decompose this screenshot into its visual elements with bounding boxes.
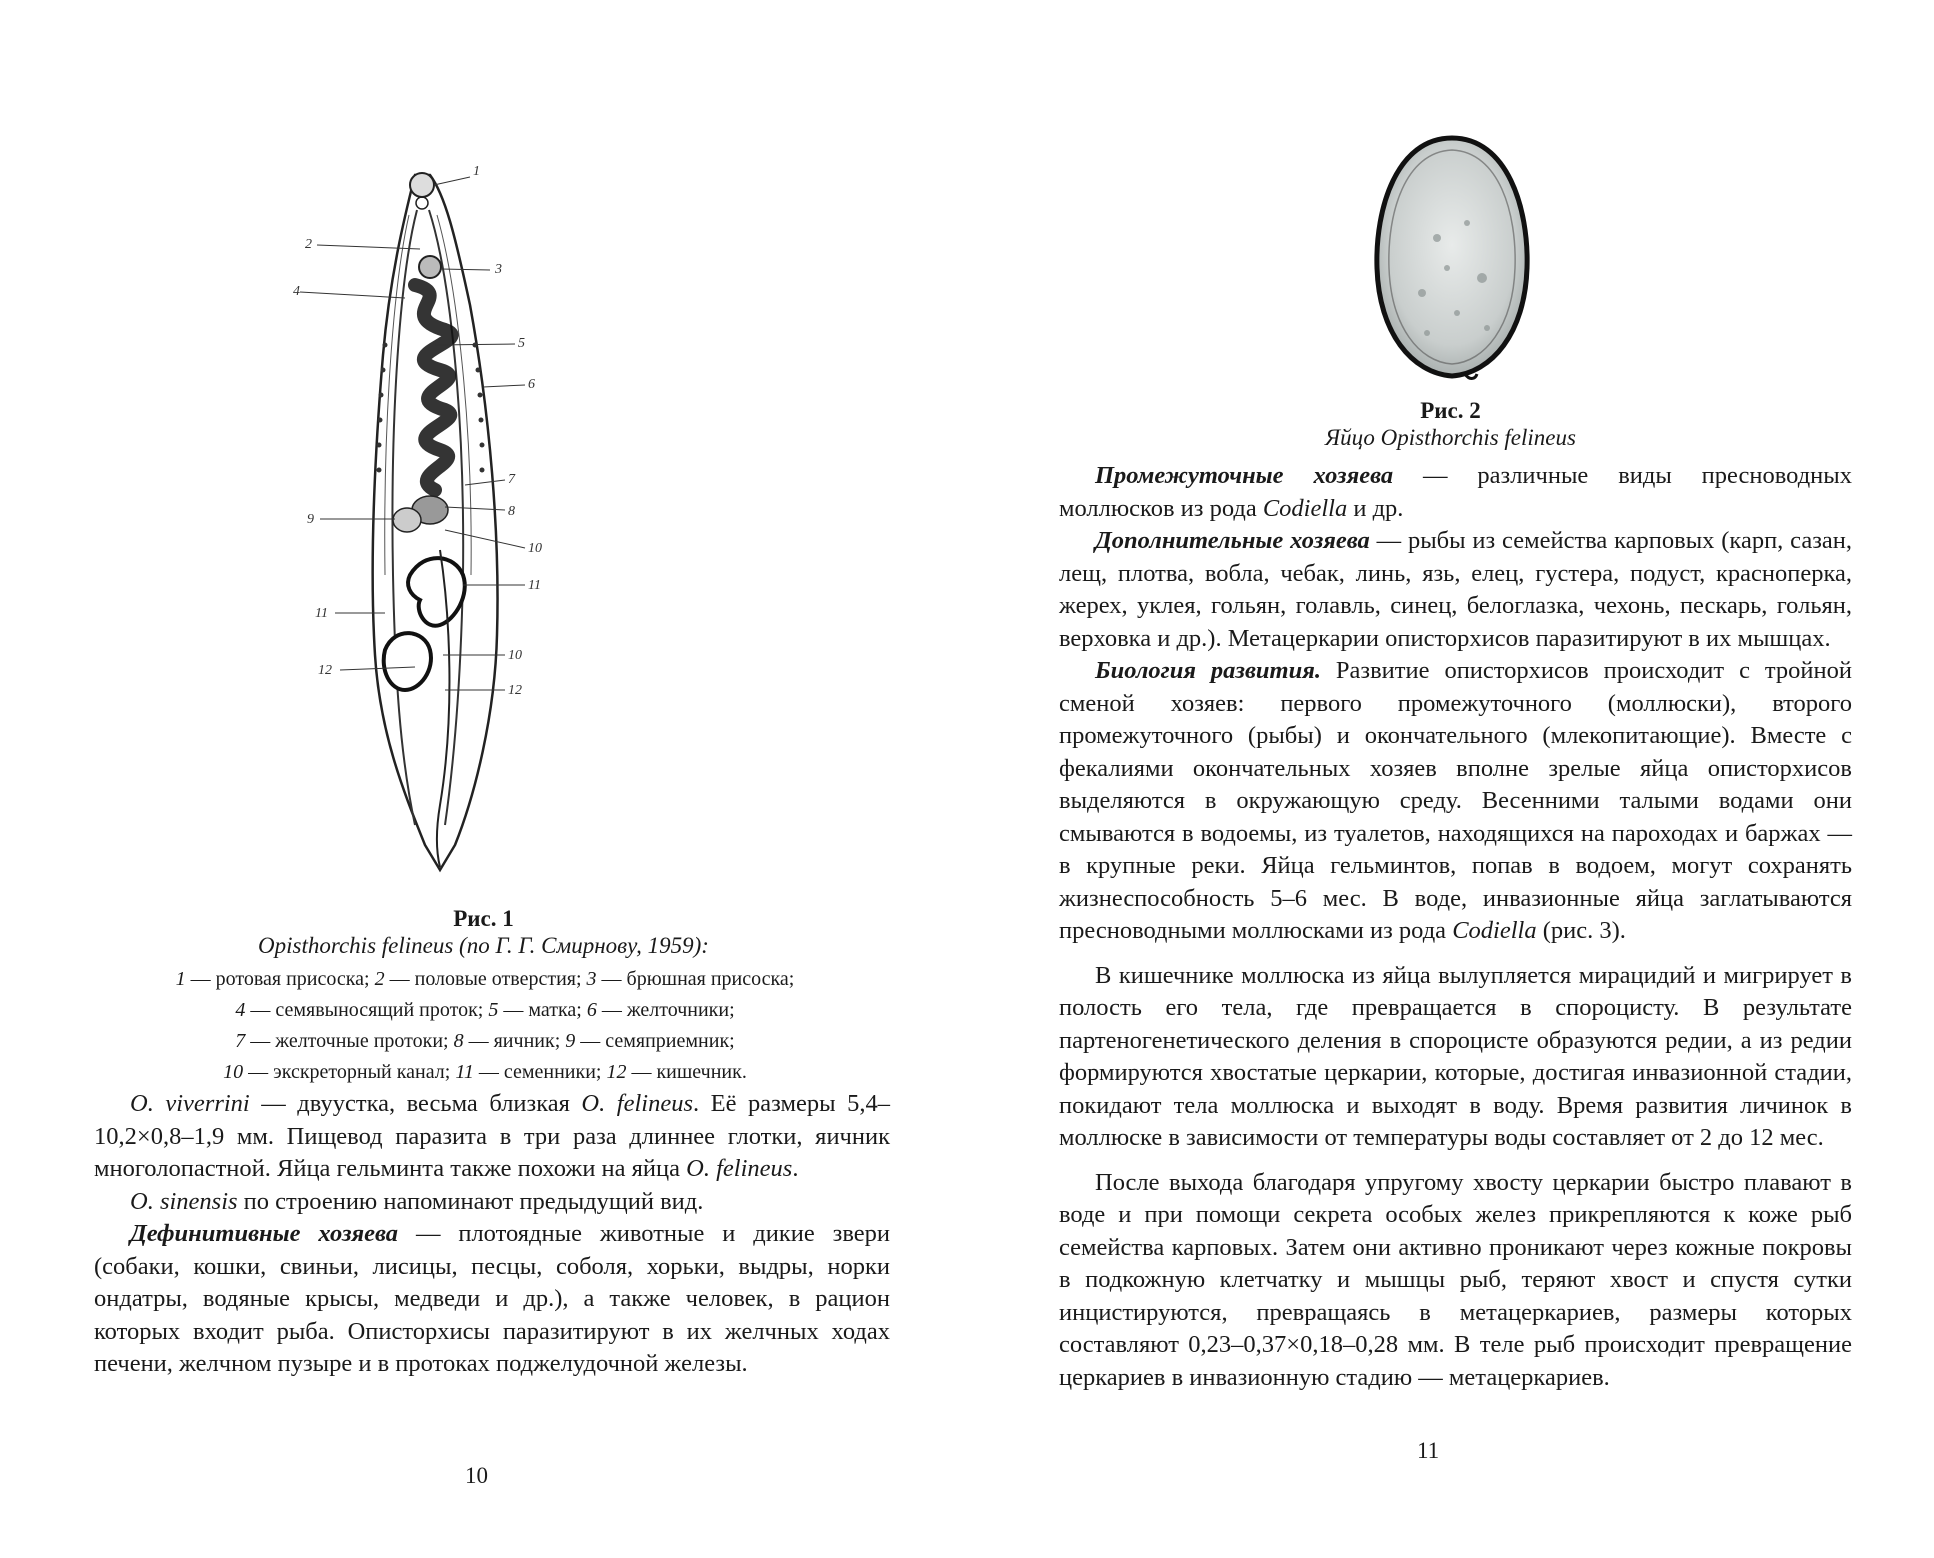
label-4: 4: [293, 284, 300, 299]
figure1-caption-title: Рис. 1: [453, 906, 514, 931]
paragraph-sinensis: O. sinensis по строению напоминают предыдущий вид.: [130, 1187, 704, 1215]
legend-line-2: 4 — семявыносящий проток; 5 — матка; 6 — желточники;: [235, 999, 735, 1021]
label-9: 9: [307, 512, 314, 527]
label-8: 8: [508, 504, 515, 519]
figure1-caption-subtitle: Opisthorchis felineus (по Г. Г. Смирнову, 1959):: [258, 933, 709, 958]
label-1: 1: [473, 164, 480, 179]
label-10: 10: [528, 541, 542, 556]
label-11b: 11: [315, 606, 328, 621]
legend-line-3: 7 — желточные протоки; 8 — яичник; 9 — семяприемник;: [235, 1030, 735, 1052]
label-12: 12: [318, 663, 332, 678]
right-page: [967, 0, 1934, 1558]
paragraph-viverrini: O. viverrini — двуустка, весьма близкая O. felineus. Её размеры 5,4–10,2×0,8–1,9 мм. Пищевод паразита в три раза длиннее глотки, яичник многолопастной. Яйца гельминта также похожи на яйца O. felineus.: [94, 1090, 890, 1182]
legend-line-4: 10 — экскреторный канал; 11 — семенники; 12 — кишечник.: [223, 1061, 747, 1083]
paragraph-intermediate-hosts: Промежуточные хозяева — различные виды пресноводных моллюсков из рода Codiella и др.: [1059, 462, 1852, 522]
opisthorchis-diagram: [293, 155, 630, 885]
figure2-caption-title: Рис. 2: [1420, 398, 1481, 423]
label-7: 7: [508, 472, 515, 487]
paragraph-definitive-hosts: Дефинитивные хозяева — плотоядные животные и дикие звери (собаки, кошки, свиньи, лисицы, песцы, соболя, хорьки, выдры, норки ондатры, водяные крысы, медведи и др.), а также человек, в рацион которых входит рыба. Описторхисы паразитируют в их желчных ходах печени, желчном пузыре и в протоках поджелудочной железы.: [94, 1220, 890, 1377]
paragraph-additional-hosts: Дополнительные хозяева — рыбы из семейства карповых (карп, сазан, лещ, плотва, вобла, чебак, линь, язь, елец, густера, подуст, красноперка, жерех, уклея, гольян, голавль, синец, белоглазка, чехонь, пескарь, гольян, верховка и др.). Метацеркарии описторхисов паразитируют в их мышцах.: [1059, 527, 1852, 652]
figure2-caption-subtitle: Яйцо Opisthorchis felineus: [1325, 425, 1576, 450]
paragraph-biology: Биология развития. Развитие описторхисов происходит с тройной сменой хозяев: первого промежуточного (моллюски), второго промежуточного (рыбы) и окончательного (млекопитающие). Вместе с фекалиями окончательных хозяев вполне зрелые яйца описторхисов выделяются в окружающую среду. Весенними талыми водами они смываются в водоемы, из туалетов, находящихся на пароходах и баржах — в крупные реки. Яйца гельминтов, попав в водоем, могут сохранять жизнеспособность 5–6 мес. В воде, инвазионные яйца заглатываются пресноводными моллюсками из рода Codiella (рис. 3).: [1059, 657, 1852, 944]
label-5: 5: [518, 336, 525, 351]
label-6: 6: [528, 377, 535, 392]
left-body-text: [94, 1088, 890, 1381]
figure1-legend: [90, 964, 880, 1088]
right-body-text: [1059, 460, 1852, 1394]
egg-illustration: [1367, 128, 1537, 388]
paragraph-cercaria: После выхода благодаря упругому хвосту церкарии быстро плавают в воде и при помощи секрета особых желез прикрепляются к коже рыб семейства карповых. Затем они активно проникают через кожные покровы в подкожную клетчатку и мышцы рыб, теряют хвост и спустя сутки инцистируются, превращаясь в метацеркариев, размеры которых составляют 0,23–0,37×0,18–0,28 мм. В теле рыб происходит превращение церкариев в инвазионную стадию — метацеркариев.: [1059, 1168, 1852, 1391]
label-10b: 10: [508, 648, 522, 663]
label-2: 2: [305, 237, 312, 252]
label-11: 11: [528, 578, 541, 593]
label-3: 3: [495, 262, 502, 277]
page-number-right: 11: [1417, 1438, 1440, 1463]
label-12b: 12: [508, 683, 522, 698]
legend-line-1: 1 — ротовая присоска; 2 — половые отверстия; 3 — брюшная присоска;: [175, 968, 795, 990]
paragraph-mollusk-development: В кишечнике моллюска из яйца вылупляется мирацидий и мигрирует в полость его тела, где превращается в спороцисту. В результате партеногенетического деления в спороцисте образуются редии, а из редии формируются хвостатые церкарии, которые, достигая инвазионной стадии, покидают тела моллюска и выходят в воду. Время развития личинок в моллюске в зависимости от температуры воды составляет от 2 до 12 мес.: [1059, 961, 1852, 1151]
page-number-left: 10: [465, 1463, 488, 1488]
